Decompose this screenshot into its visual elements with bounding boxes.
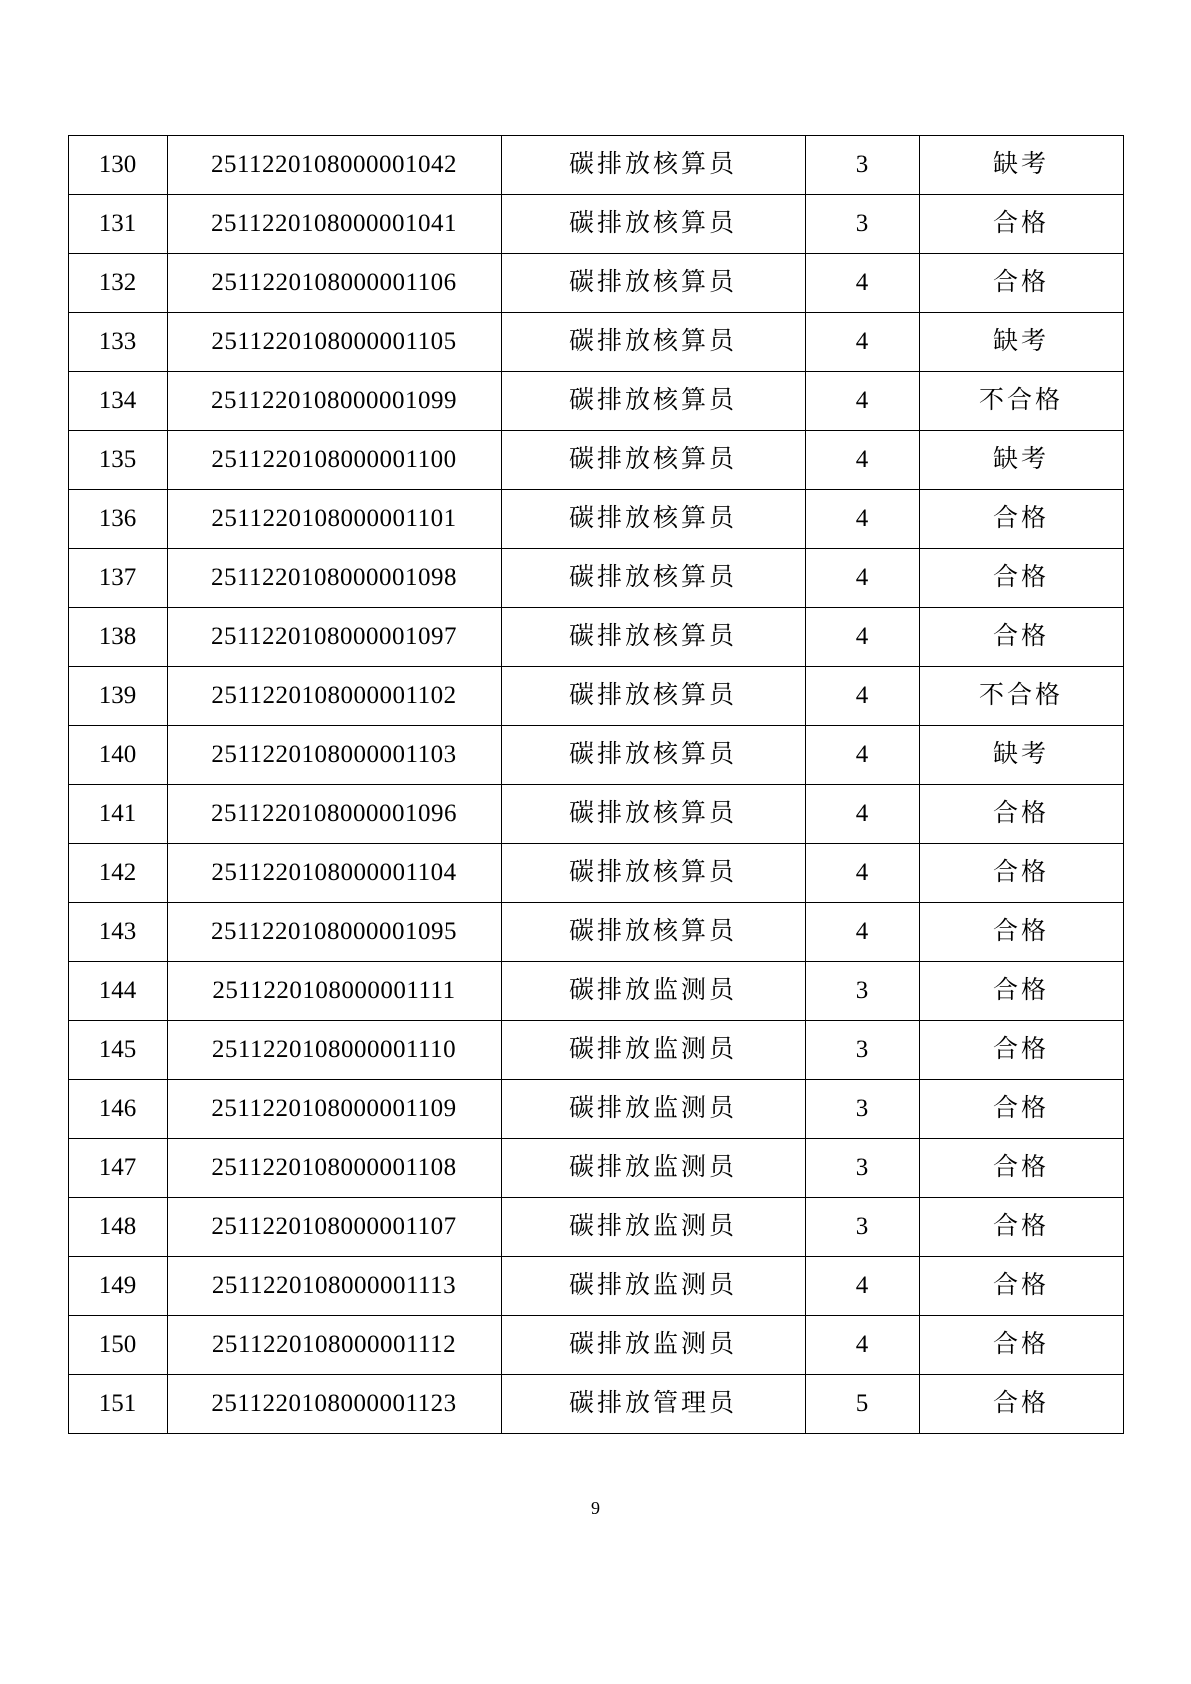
- table-cell: 不合格: [919, 372, 1123, 431]
- table-cell: 合格: [919, 1139, 1123, 1198]
- table-cell: 150: [68, 1316, 167, 1375]
- table-cell: 4: [805, 667, 919, 726]
- table-cell: 4: [805, 726, 919, 785]
- table-row: [68, 1198, 1123, 1257]
- table-row: [68, 962, 1123, 1021]
- table-cell: 2511220108000001096: [167, 785, 501, 844]
- table-cell: 2511220108000001123: [167, 1375, 501, 1434]
- table-cell: 133: [68, 313, 167, 372]
- table-cell: 碳排放核算员: [501, 608, 805, 667]
- table-cell: 2511220108000001103: [167, 726, 501, 785]
- table-cell: 145: [68, 1021, 167, 1080]
- table-cell: 碳排放核算员: [501, 490, 805, 549]
- table-cell: 2511220108000001108: [167, 1139, 501, 1198]
- table-row: [68, 785, 1123, 844]
- table-cell: 合格: [919, 962, 1123, 1021]
- table-cell: 碳排放核算员: [501, 549, 805, 608]
- table-row: [68, 254, 1123, 313]
- table-cell: 139: [68, 667, 167, 726]
- table-cell: 碳排放核算员: [501, 372, 805, 431]
- table-row: [68, 549, 1123, 608]
- table-cell: 137: [68, 549, 167, 608]
- table-cell: 3: [805, 1198, 919, 1257]
- table-cell: 碳排放核算员: [501, 726, 805, 785]
- table-cell: 4: [805, 1257, 919, 1316]
- table-row: [68, 490, 1123, 549]
- table-cell: 147: [68, 1139, 167, 1198]
- table-cell: 合格: [919, 195, 1123, 254]
- table-cell: 136: [68, 490, 167, 549]
- table-row: [68, 608, 1123, 667]
- table-cell: 3: [805, 1080, 919, 1139]
- table-cell: 4: [805, 549, 919, 608]
- table-cell: 4: [805, 608, 919, 667]
- table-cell: 4: [805, 844, 919, 903]
- table-cell: 合格: [919, 1375, 1123, 1434]
- table-cell: 碳排放监测员: [501, 1021, 805, 1080]
- table-cell: 2511220108000001104: [167, 844, 501, 903]
- table-cell: 碳排放核算员: [501, 667, 805, 726]
- table-cell: 138: [68, 608, 167, 667]
- table-cell: 135: [68, 431, 167, 490]
- table-cell: 合格: [919, 254, 1123, 313]
- table-cell: 2511220108000001106: [167, 254, 501, 313]
- table-cell: 148: [68, 1198, 167, 1257]
- table-cell: 149: [68, 1257, 167, 1316]
- table-cell: 碳排放监测员: [501, 1080, 805, 1139]
- table-cell: 碳排放核算员: [501, 785, 805, 844]
- table-row: [68, 431, 1123, 490]
- table-row: [68, 1080, 1123, 1139]
- table-cell: 130: [68, 136, 167, 195]
- table-cell: 碳排放核算员: [501, 254, 805, 313]
- table-cell: 2511220108000001041: [167, 195, 501, 254]
- table-cell: 碳排放核算员: [501, 136, 805, 195]
- table-row: [68, 372, 1123, 431]
- table-row: [68, 903, 1123, 962]
- table-cell: 3: [805, 1021, 919, 1080]
- table-cell: 合格: [919, 608, 1123, 667]
- table-cell: 251122010800000104​2: [167, 136, 501, 195]
- table-cell: 合格: [919, 1257, 1123, 1316]
- page-number: 9: [591, 1498, 600, 1518]
- table-cell: 碳排放监测员: [501, 962, 805, 1021]
- table-row: [68, 313, 1123, 372]
- table-cell: 合格: [919, 844, 1123, 903]
- table-cell: 合格: [919, 1198, 1123, 1257]
- table-cell: 2511220108000001109: [167, 1080, 501, 1139]
- table-row: [68, 1257, 1123, 1316]
- table-cell: 4: [805, 313, 919, 372]
- table-cell: 碳排放核算员: [501, 844, 805, 903]
- table-cell: 2511220108000001107: [167, 1198, 501, 1257]
- table-cell: 3: [805, 195, 919, 254]
- table-cell: 2511220108000001102: [167, 667, 501, 726]
- table-cell: 4: [805, 1316, 919, 1375]
- table-cell: 合格: [919, 490, 1123, 549]
- results-table: [68, 135, 1124, 1434]
- table-cell: 4: [805, 431, 919, 490]
- table-cell: 碳排放核算员: [501, 195, 805, 254]
- table-cell: 碳排放核算员: [501, 313, 805, 372]
- table-cell: 合格: [919, 549, 1123, 608]
- table-cell: 134: [68, 372, 167, 431]
- table-cell: 4: [805, 254, 919, 313]
- table-cell: 碳排放监测员: [501, 1198, 805, 1257]
- table-cell: 2511220108000001095: [167, 903, 501, 962]
- table-cell: 合格: [919, 1316, 1123, 1375]
- table-row: [68, 667, 1123, 726]
- table-row: [68, 844, 1123, 903]
- table-cell: 合格: [919, 1021, 1123, 1080]
- table-row: [68, 726, 1123, 785]
- table-cell: 碳排放核算员: [501, 903, 805, 962]
- table-cell: 4: [805, 903, 919, 962]
- table-cell: 合格: [919, 785, 1123, 844]
- table-row: [68, 1139, 1123, 1198]
- table-cell: 141: [68, 785, 167, 844]
- table-cell: 缺考: [919, 431, 1123, 490]
- table-row: [68, 1021, 1123, 1080]
- table-cell: 合格: [919, 903, 1123, 962]
- table-row: [68, 195, 1123, 254]
- table-cell: 2511220108000001097: [167, 608, 501, 667]
- table-cell: 2511220108000001100: [167, 431, 501, 490]
- table-cell: 碳排放核算员: [501, 431, 805, 490]
- table-cell: 2511220108000001101: [167, 490, 501, 549]
- table-cell: 碳排放管理员: [501, 1375, 805, 1434]
- table-cell: 2511220108000001110: [167, 1021, 501, 1080]
- table-cell: 2511220108000001105: [167, 313, 501, 372]
- table-cell: 碳排放监测员: [501, 1139, 805, 1198]
- table-cell: 合格: [919, 1080, 1123, 1139]
- table-cell: 4: [805, 785, 919, 844]
- table-row: [68, 1316, 1123, 1375]
- table-cell: 不合格: [919, 667, 1123, 726]
- table-cell: 碳排放监测员: [501, 1257, 805, 1316]
- table-cell: 碳排放监测员: [501, 1316, 805, 1375]
- table-cell: 缺考: [919, 726, 1123, 785]
- table-cell: 2511220108000001098: [167, 549, 501, 608]
- table-cell: 4: [805, 490, 919, 549]
- table-cell: 3: [805, 136, 919, 195]
- results-table-body: [68, 136, 1123, 1434]
- table-cell: 146: [68, 1080, 167, 1139]
- table-cell: 132: [68, 254, 167, 313]
- table-cell: 4: [805, 372, 919, 431]
- table-row: [68, 1375, 1123, 1434]
- table-cell: 144: [68, 962, 167, 1021]
- table-cell: 2511220108000001113: [167, 1257, 501, 1316]
- table-cell: 131: [68, 195, 167, 254]
- table-cell: 151: [68, 1375, 167, 1434]
- table-cell: 5: [805, 1375, 919, 1434]
- table-cell: 2511220108000001099: [167, 372, 501, 431]
- table-cell: 3: [805, 962, 919, 1021]
- table-cell: 缺考: [919, 313, 1123, 372]
- table-cell: 2511220108000001111: [167, 962, 501, 1021]
- table-cell: 缺考: [919, 136, 1123, 195]
- table-cell: 2511220108000001112: [167, 1316, 501, 1375]
- table-cell: 142: [68, 844, 167, 903]
- table-cell: 140: [68, 726, 167, 785]
- table-cell: 3: [805, 1139, 919, 1198]
- table-row: [68, 136, 1123, 195]
- table-cell: 143: [68, 903, 167, 962]
